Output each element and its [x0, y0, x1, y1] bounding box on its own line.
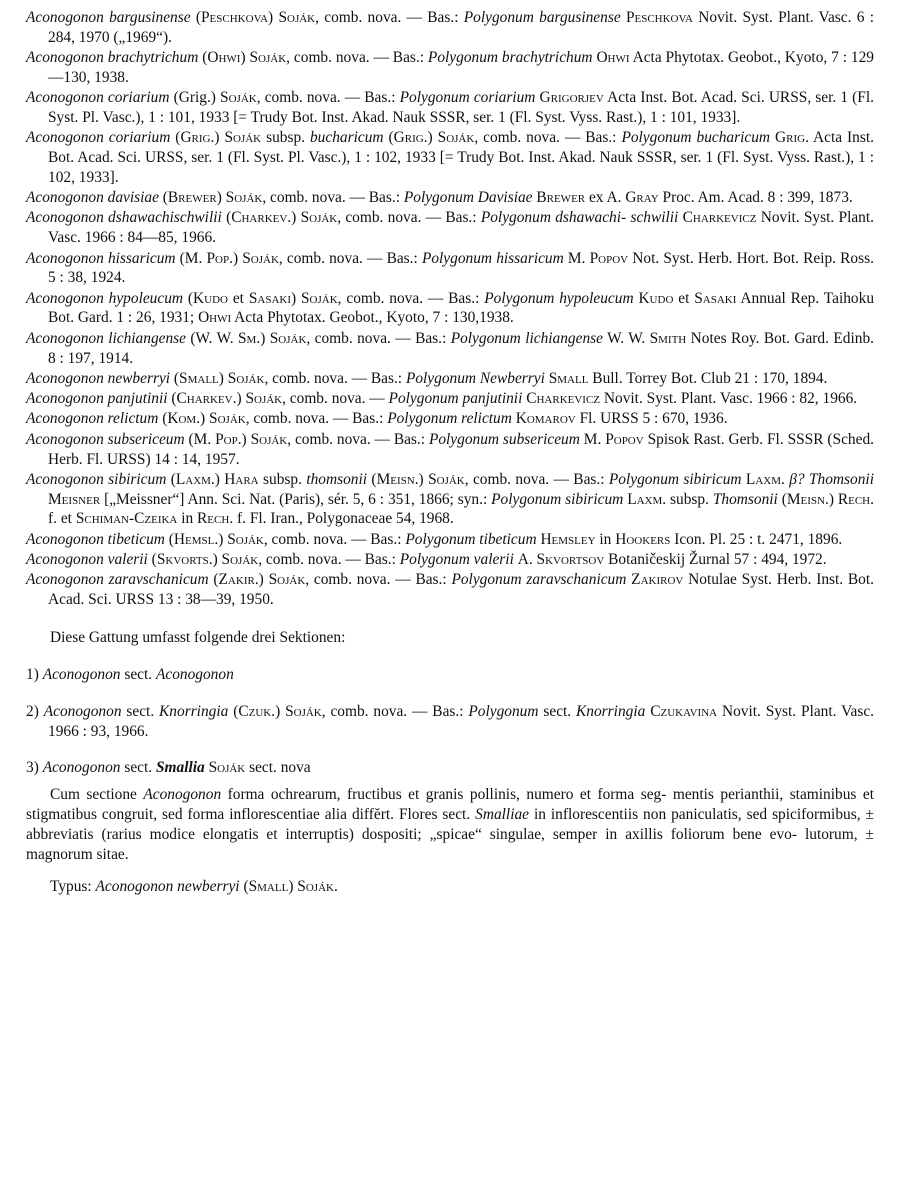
text-run: Aconogonon brachytrichum: [26, 49, 203, 67]
taxon-entry: [26, 188, 874, 208]
text-run: (: [202, 49, 208, 67]
text-run: Smallia: [155, 759, 209, 777]
text-run: .): [210, 129, 225, 147]
taxon-entry: [26, 88, 874, 128]
text-run: Charkev: [231, 209, 288, 227]
text-run: Soják: [220, 89, 257, 107]
text-run: modice elongatis et interruptis) dospositi; „spicae“ singulae, semper in axillis foliorum bene evo-: [149, 825, 797, 843]
text-run: Hemsley: [540, 530, 596, 548]
text-run: (: [233, 702, 239, 720]
section-item: [26, 702, 874, 742]
text-run: Polygonum valerii: [399, 551, 518, 569]
text-run: Polygonum hissaricum: [421, 249, 568, 267]
text-run: Aconogonon: [42, 759, 125, 777]
text-run: Aconogonon hypoleucum: [26, 289, 188, 307]
text-run: Grig: [775, 129, 806, 147]
taxon-entry: [26, 570, 874, 610]
text-run: (: [162, 410, 168, 428]
text-run: , comb. nova. — Bas.:: [278, 249, 422, 267]
taxon-entry: [26, 289, 874, 329]
section-list: [26, 665, 874, 778]
text-run: bucharicum: [309, 129, 389, 147]
text-run: Sm: [238, 329, 257, 347]
text-run: (M.: [188, 430, 216, 448]
text-run: ): [240, 49, 250, 67]
text-run: Botaničeskij Žurnal 57 : 494, 1972.: [608, 551, 827, 569]
text-run: (: [388, 129, 394, 147]
taxon-entry: [26, 389, 874, 409]
text-run: Peschkova: [201, 9, 269, 26]
text-run: Flores sect.: [398, 805, 476, 823]
text-run: 1 : 102, 1933 [= Trudy Bot. Inst. Akad. Nauk SSSR, ser. 1 (Fl. Syst. Vyss. Rast.), 1 : 102,: [48, 149, 874, 186]
text-run: Polygonum relictum: [387, 410, 516, 428]
text-run: Aconogonon sibiricum: [26, 470, 171, 488]
text-run: Popov: [605, 430, 644, 448]
text-run: Polygonum tibeticum: [405, 530, 541, 548]
text-run: Kom: [167, 410, 197, 428]
text-run: Novit. Syst. Plant. Vasc. 1966 : 93, 1966.: [48, 702, 875, 740]
text-run: Aconogonon coriarium: [26, 129, 176, 147]
text-run: .): [237, 430, 251, 448]
text-run: subsp.: [261, 129, 310, 147]
text-run: Schiman-Czeika: [75, 510, 178, 528]
text-run: Aconogonon bargusinense: [26, 9, 196, 26]
section-number: 1): [26, 665, 39, 683]
text-run: Polygonum zaravschanicum: [451, 571, 627, 589]
text-run: Acta Phytotax. Geobot., Kyoto, 7 : 129—130, 1938.: [48, 49, 875, 86]
text-run: in inflorescentiis non paniculatis, sed spiciformibus, ± abbreviatis (rarius: [26, 805, 874, 843]
taxon-entry: [26, 430, 874, 470]
description-paragraph: [26, 785, 874, 864]
text-run: Ohwi: [596, 49, 630, 67]
text-run: .): [414, 470, 429, 488]
text-run: Polygonum coriarium: [399, 89, 540, 107]
text-run: Soják: [297, 878, 334, 896]
text-run: Skvortsov: [536, 551, 605, 569]
text-run: Polygonum subsericeum: [428, 430, 584, 448]
text-run: Rech: [837, 490, 871, 508]
text-run: (: [171, 390, 177, 408]
text-run: (: [226, 209, 232, 227]
text-run: . f.: [48, 490, 874, 528]
taxon-entry: [26, 530, 874, 550]
text-run: .): [232, 390, 246, 408]
text-run: .): [287, 209, 301, 227]
text-run: Polygonum lichiangense: [450, 329, 603, 347]
text-run: Aconogonon relictum: [26, 410, 163, 428]
text-run: (: [151, 551, 157, 569]
text-run: Meisner: [48, 490, 101, 508]
text-run: Soják: [227, 530, 264, 548]
section-description: [26, 785, 874, 864]
text-run: , comb. nova. — Bas.:: [287, 430, 429, 448]
text-run: Aconogonon zaravschanicum: [26, 571, 214, 589]
text-run: sect. nova: [245, 759, 311, 777]
text-run: Grigorjev: [539, 89, 604, 107]
text-run: Smith: [649, 329, 687, 347]
text-run: , comb. nova. — Bas.:: [474, 129, 617, 147]
text-run: Knorringia: [576, 702, 646, 720]
text-run: sect.: [126, 702, 160, 720]
text-run: .): [214, 530, 228, 548]
text-run: .): [196, 410, 210, 428]
text-run: M.: [567, 249, 590, 267]
typus-statement: [26, 877, 874, 897]
text-run: , comb. nova. — Bas.:: [315, 9, 464, 26]
text-run: Notulae Syst. Herb. Inst. Bot. Acad. Sci. URSS 13 : 38—39, 1950.: [48, 571, 874, 609]
text-run: Hara: [224, 470, 259, 488]
text-run: Proc. Am. Acad. 8 : 399, 1873.: [658, 189, 853, 207]
text-run: Novit. Syst. Plant. Vasc. 6 : 284, 1970 („1969“).: [48, 9, 874, 46]
text-run: .): [208, 551, 222, 569]
text-run: Brewer: [536, 189, 586, 207]
text-run: Soják: [208, 759, 246, 777]
text-run: Peschkova: [625, 9, 693, 26]
text-run: Aconogonon coriarium: [26, 89, 174, 107]
text-run: . Acta Inst. Bot. Acad. Sci. URSS, ser. 1 (Fl. Syst. Pl. Vasc.),: [48, 129, 874, 167]
text-run: Soják: [269, 329, 307, 347]
text-run: Smalliae: [475, 805, 534, 823]
text-run: Polygonum sibiricum: [491, 490, 628, 508]
text-run: (: [187, 289, 194, 307]
text-run: . f. Fl. Iran., Polygonaceae 54, 1968.: [229, 510, 454, 528]
text-run: , comb. nova. — Bas.:: [305, 571, 452, 589]
text-run: sect.: [124, 759, 156, 777]
text-run: Acta: [603, 89, 637, 107]
text-run: Soják: [245, 390, 283, 408]
text-run: et: [673, 289, 695, 307]
text-run: Soják: [249, 49, 287, 67]
text-run: (: [213, 571, 219, 589]
text-run: Small: [248, 878, 289, 896]
text-run: , comb. nova. — Bas.:: [321, 702, 469, 720]
text-run: Soják: [437, 129, 475, 147]
text-run: , comb. nova. — Bas.:: [464, 470, 605, 488]
text-run: Small: [548, 369, 589, 387]
taxon-entry: [26, 369, 874, 389]
text-run: Polygonum brachytrichum: [427, 49, 597, 67]
text-run: Soják: [250, 430, 288, 448]
text-run: Soják: [300, 209, 338, 227]
text-run: Hemsl: [173, 530, 215, 548]
text-run: , comb. nova. — Bas.:: [258, 551, 400, 569]
text-run: Aconogonon subsericeum: [26, 430, 189, 448]
taxon-entry: [26, 8, 874, 48]
text-run: Czukavina: [650, 702, 718, 720]
text-run: .: [781, 470, 790, 488]
text-run: Torrey Bot. Club 21 : 170, 1894.: [626, 369, 828, 387]
taxon-entry: [26, 249, 874, 289]
text-run: Aconogonon: [43, 702, 127, 720]
text-run: subsp.: [258, 470, 307, 488]
text-run: et: [227, 289, 249, 307]
taxon-entry: [26, 409, 874, 429]
text-run: URSS 5 : 670, 1936.: [600, 410, 728, 428]
text-run: Polygonum hypoleucum: [484, 289, 634, 307]
text-run: [„Meissner“] Ann. Sci. Nat. (Paris),: [100, 490, 324, 508]
text-run: Aconogonon: [42, 665, 125, 683]
section-number: 3): [26, 759, 39, 777]
text-run: Soják: [242, 249, 279, 267]
text-run: (: [173, 369, 180, 387]
text-run: A.: [517, 551, 537, 569]
text-run: Laxm: [745, 470, 781, 488]
text-run: Aconogonon valerii: [26, 551, 152, 569]
text-run: Soják: [227, 369, 265, 387]
text-run: (W. W.: [190, 329, 238, 347]
text-run: in: [595, 530, 612, 548]
text-run: Soják: [301, 289, 338, 307]
text-run: , comb. nova. — Bas.:: [263, 530, 406, 548]
text-run: Laxm: [175, 470, 211, 488]
text-run: Soják: [428, 470, 465, 488]
text-run: A.: [606, 189, 626, 207]
text-run: (: [195, 9, 201, 26]
text-run: Notes Roy. Bot. Gard. Edinb. 8 : 197, 1914.: [48, 329, 874, 367]
text-run: .): [271, 702, 286, 720]
taxon-entry: [26, 48, 874, 88]
text-run: Pop: [215, 430, 238, 448]
text-run: Thomsonii: [712, 490, 782, 508]
sections-intro-text: Diese Gattung umfasst folgende drei Sektionen:: [50, 628, 346, 646]
text-run: Annual Rep. Taihoku Bot. Gard. 1 : 26, 1931;: [48, 289, 875, 327]
text-run: Grig: [180, 129, 211, 147]
text-run: , comb. nova. — Bas.:: [337, 289, 485, 307]
text-run: Polygonum bargusinense: [463, 9, 621, 26]
text-run: .): [423, 129, 438, 147]
text-run: Small: [179, 369, 219, 387]
text-run: Akad. Nauk SSSR, ser. 1 (Fl. Syst. Vyss. Rast.), 1 : 101, 1933].: [351, 108, 741, 126]
text-run: , comb. nova. — Bas.:: [256, 89, 400, 107]
taxon-entry: [26, 208, 874, 248]
text-run: (Grig.): [173, 89, 221, 107]
text-run: β? Thomsonii: [789, 470, 874, 488]
text-run: in: [177, 510, 198, 528]
text-run: .): [254, 571, 269, 589]
text-run: Pop: [206, 249, 230, 267]
text-run: , comb. nova. — Bas.:: [245, 410, 388, 428]
text-run: Polygonum dshawachi-: [480, 209, 627, 227]
text-run: Novit. Syst. Plant. Vasc. 1966 : 82, 1966.: [603, 390, 858, 408]
text-run: Gray: [625, 189, 659, 207]
text-run: , comb. nova. — Bas.:: [306, 329, 451, 347]
text-run: Rech: [197, 510, 230, 528]
text-run: , comb. nova. — Bas.:: [264, 369, 406, 387]
taxon-entry: [26, 550, 874, 570]
text-run: et: [60, 510, 76, 528]
text-run: ex: [585, 189, 604, 207]
text-run: Aconogonon hissaricum: [26, 249, 180, 267]
text-run: W. W.: [607, 329, 650, 347]
taxon-entry: [26, 470, 874, 529]
text-run: Charkev: [176, 390, 233, 408]
text-run: (M.: [179, 249, 207, 267]
text-run: Soják: [278, 9, 316, 26]
text-run: Aconogonon panjutinii: [26, 390, 172, 408]
text-run: forma ochrearum, fructibus et granis pollinis, numero et forma seg-: [227, 786, 667, 804]
text-run: Aconogonon: [155, 665, 234, 683]
text-run: Inst. Bot. Acad. Sci. URSS, ser. 1 (Fl. Syst. Pl. Vasc.), 1 : 101, 1933 [= Trudy Bot. Inst.: [48, 89, 874, 126]
text-run: Zakir: [218, 571, 255, 589]
text-run: Aconogonon tibeticum: [26, 530, 169, 548]
text-run: .): [256, 329, 270, 347]
text-run: sér. 5, 6 : 351, 1866; syn.:: [327, 490, 492, 508]
text-run: Zakirov: [631, 571, 684, 589]
text-run: Novit. Syst. Plant. Vasc. 1966 : 84—85, 1966.: [48, 209, 874, 247]
section-item: [26, 665, 874, 685]
text-run: Ohwi: [198, 309, 232, 327]
text-run: Soják: [209, 410, 246, 428]
text-run: Grig: [393, 129, 424, 147]
text-run: .): [210, 470, 225, 488]
text-run: Komarov: [515, 410, 576, 428]
text-run: Charkevicz: [682, 209, 757, 227]
text-run: sect.: [543, 702, 577, 720]
text-run: Polygonum bucharicum: [621, 129, 775, 147]
text-run: Acta Phytotax. Geobot.,: [231, 309, 383, 327]
text-run: Meisn: [376, 470, 415, 488]
text-run: Popov: [589, 249, 629, 267]
text-run: ): [288, 878, 298, 896]
text-run: Aconogonon: [143, 786, 228, 804]
text-run: Laxm: [627, 490, 663, 508]
section-number: 2): [26, 702, 39, 720]
text-run: Polygonum panjutinii: [388, 390, 527, 408]
text-run: (: [162, 189, 168, 207]
text-run: Kudo: [193, 289, 228, 307]
text-run: Aconogonon lichiangense: [26, 329, 191, 347]
taxon-entry: [26, 128, 874, 187]
text-run: Polygonum Newberryi: [405, 369, 549, 387]
text-run: Czuk: [238, 702, 272, 720]
text-run: thomsonii: [306, 470, 372, 488]
text-run: Skvorts: [156, 551, 209, 569]
text-run: 1933].: [78, 168, 119, 186]
text-run: , comb. nova. —: [282, 390, 389, 408]
text-run: Not. Syst. Herb. Hort. Bot. Reip. Ross. 5 : 38, 1924.: [48, 249, 874, 287]
text-run: Soják: [225, 189, 263, 207]
text-run: Spisok Rast. Gerb. Fl. SSSR (Sched. Herb. Fl. URSS) 14 : 14, 1957.: [48, 430, 874, 468]
text-run: Knorringia: [159, 702, 234, 720]
text-run: lutorum, ± magnorum sitae.: [26, 825, 874, 863]
text-run: Ohwi: [207, 49, 241, 67]
text-run: Hookers: [615, 530, 671, 548]
taxon-entry: [26, 329, 874, 369]
text-run: ): [268, 9, 279, 26]
text-run: Charkevicz: [526, 390, 601, 408]
text-run: (Meisn.): [781, 490, 838, 508]
text-run: Aconogonon newberryi: [95, 878, 244, 896]
text-run: (: [175, 129, 181, 147]
text-run: schwilii: [630, 209, 683, 227]
text-run: Aconogonon dshawachischwilii: [26, 209, 227, 227]
text-run: Bull.: [588, 369, 623, 387]
text-run: Brewer: [167, 189, 217, 207]
text-run: mentis perianthii, staminibus et stigmatibus congruit, sed forma inflorescentiae alia diffĕrt.: [26, 786, 874, 823]
text-run: Icon. Pl. 25 : t. 2471, 1896.: [670, 530, 843, 548]
text-run: M.: [583, 430, 606, 448]
text-run: (: [168, 530, 174, 548]
text-run: Cum sectione: [50, 786, 144, 804]
typus-paragraph: [26, 877, 874, 897]
text-run: Soják: [285, 702, 322, 720]
text-run: .: [333, 878, 338, 896]
text-run: Kudo: [638, 289, 674, 307]
text-run: . subsp.: [662, 490, 713, 508]
text-run: Fl.: [575, 410, 597, 428]
text-run: Typus:: [50, 878, 96, 896]
text-run: (: [371, 470, 377, 488]
text-run: Sasaki: [694, 289, 737, 307]
section-item: [26, 758, 874, 778]
text-run: Polygonum sibiricum: [608, 470, 746, 488]
text-run: , comb. nova. — Bas.:: [337, 209, 481, 227]
text-run: Polygonum: [468, 702, 544, 720]
text-run: Aconogonon davisiae: [26, 189, 163, 207]
text-run: Kyoto, 7 : 130,1938.: [386, 309, 514, 327]
text-run: , comb. nova. — Bas.:: [286, 49, 428, 67]
text-run: Soják: [224, 129, 262, 147]
text-run: Polygonum Davisiae: [403, 189, 537, 207]
text-run: .): [229, 249, 243, 267]
text-run: Aconogonon newberryi: [26, 369, 174, 387]
text-run: Soják: [221, 551, 259, 569]
text-run: ): [218, 369, 228, 387]
text-run: , comb. nova. — Bas.:: [262, 189, 404, 207]
text-run: ): [291, 289, 301, 307]
text-run: ): [216, 189, 226, 207]
text-run: Sasaki: [248, 289, 291, 307]
taxon-entry-list: [26, 8, 874, 610]
text-run: Soják: [268, 571, 306, 589]
text-run: (: [170, 470, 176, 488]
text-run: (: [243, 878, 249, 896]
text-run: sect.: [124, 665, 156, 683]
